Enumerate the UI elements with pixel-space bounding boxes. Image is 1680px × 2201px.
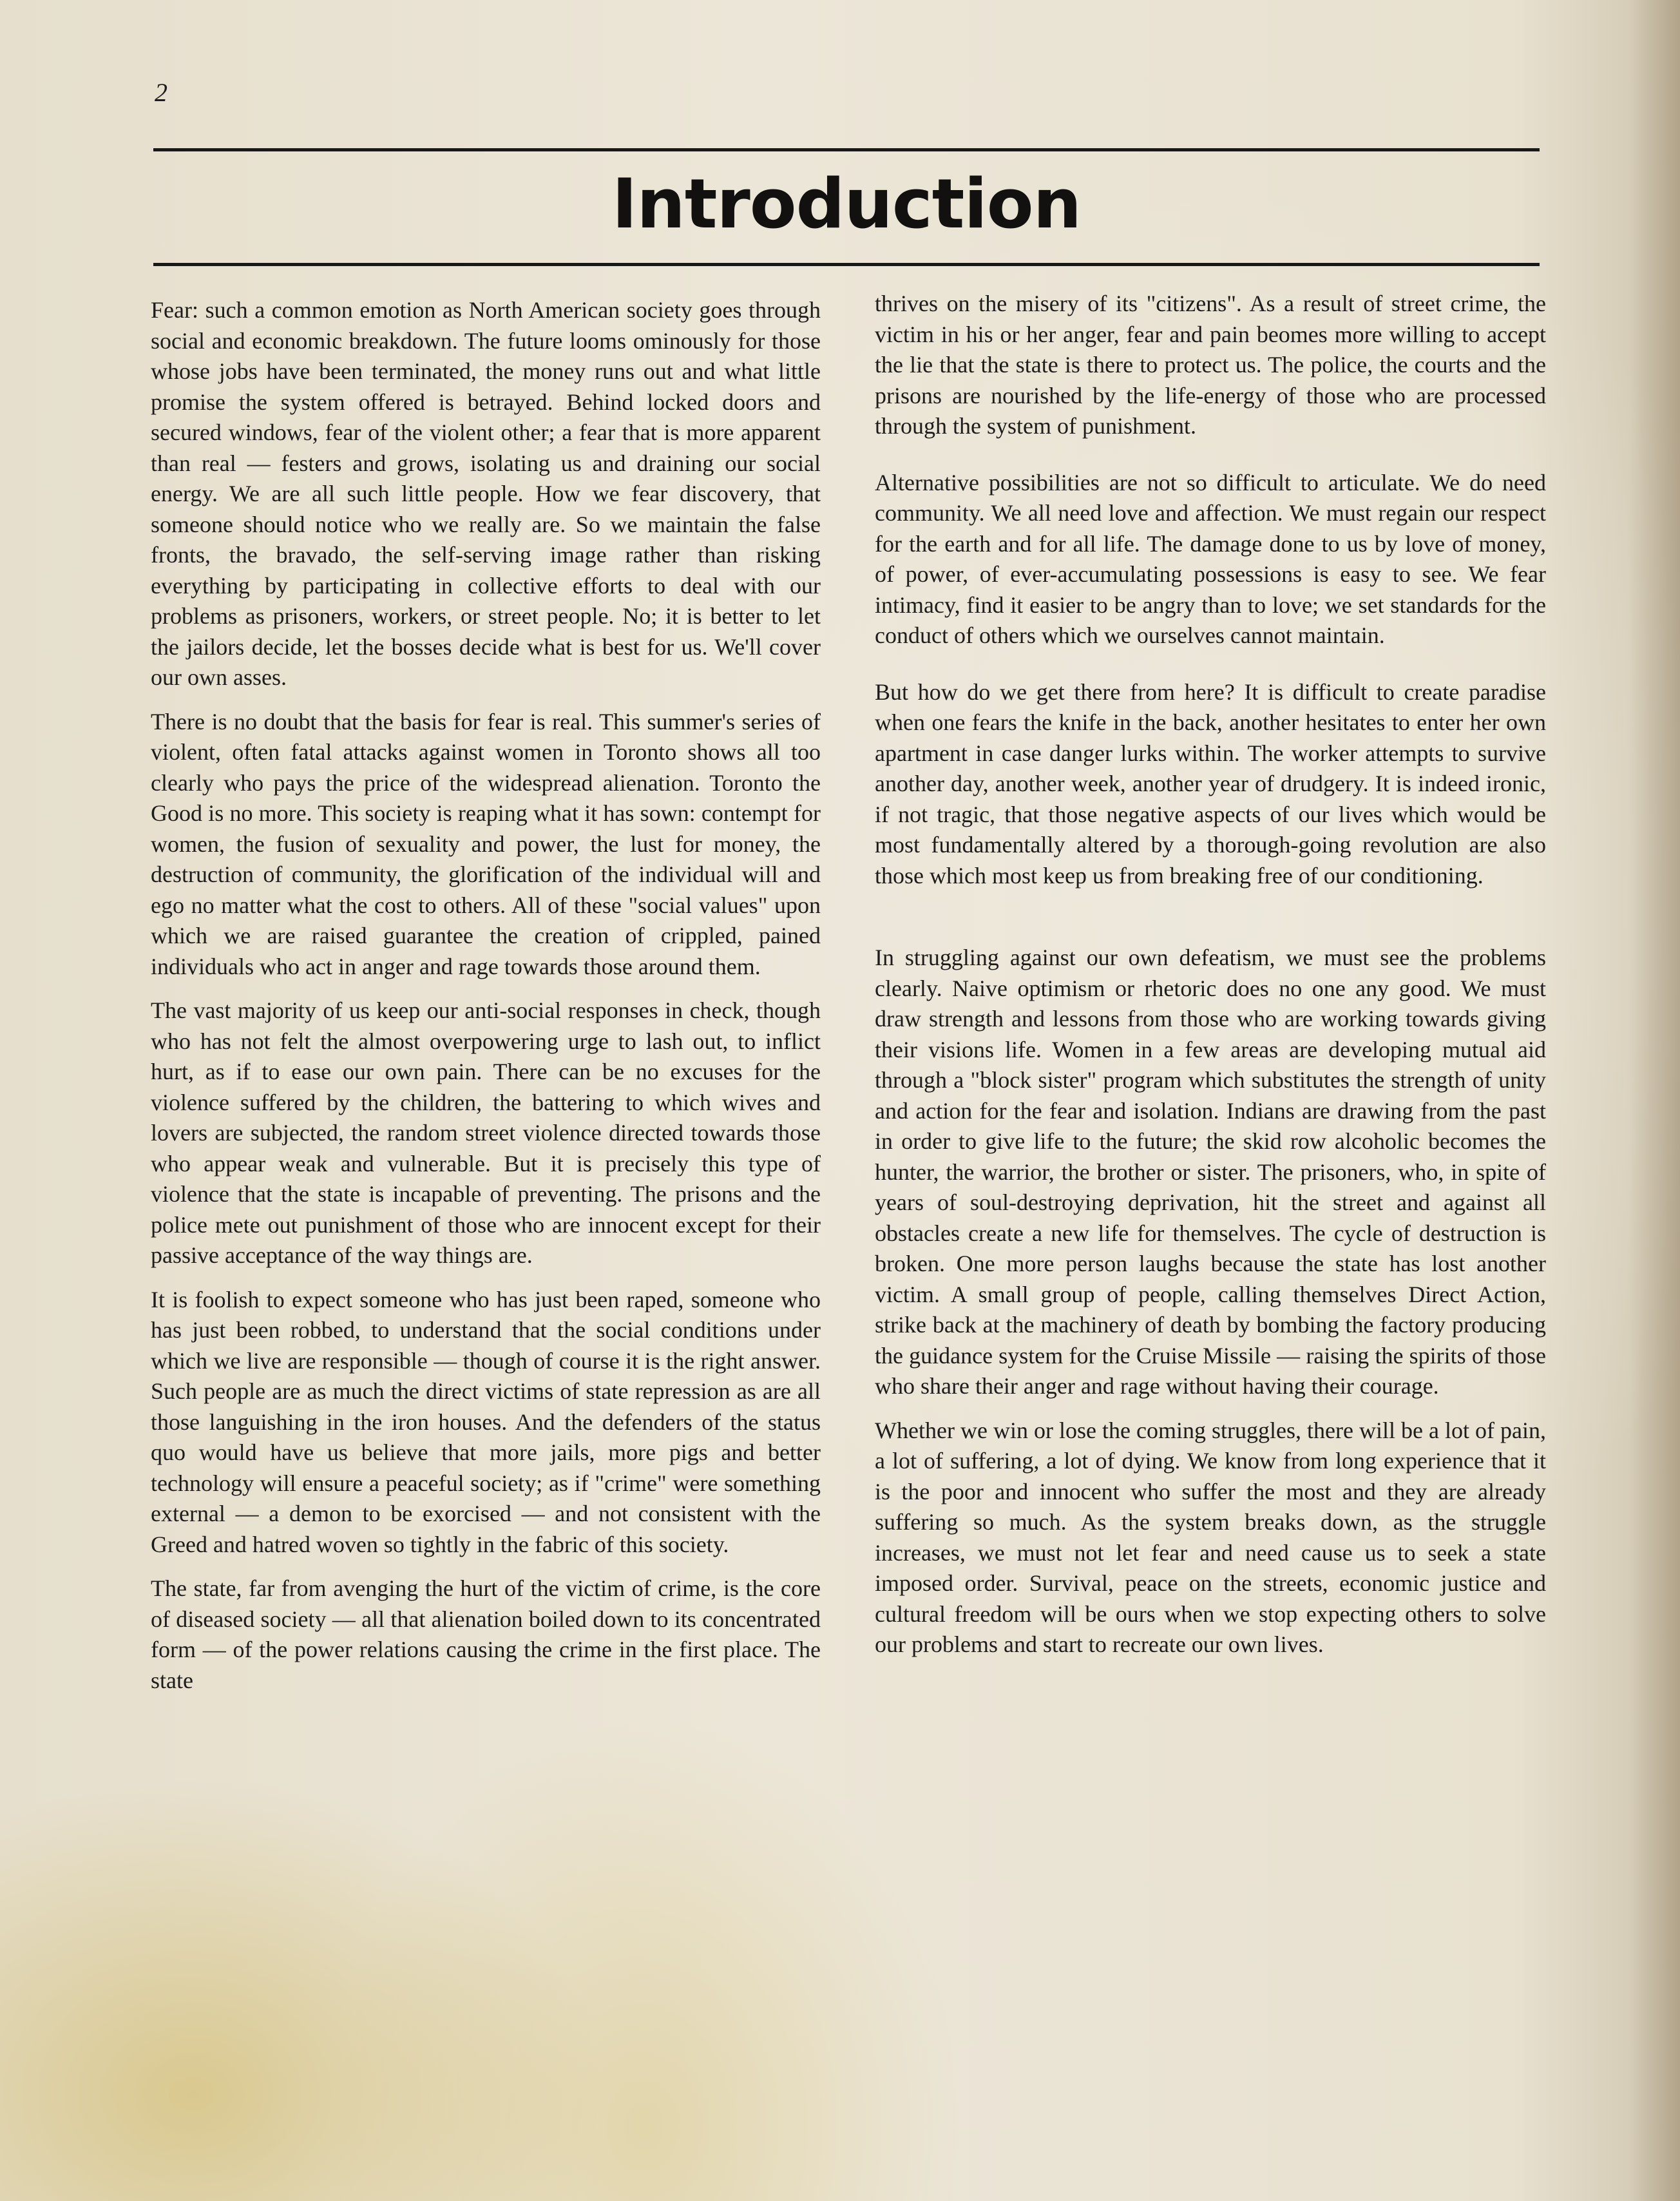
paragraph: The state, far from avenging the hurt of the victim of crime, is the core of diseased society — all that alienation boiled down to its concentrated form — of the power relations causing the crime in the first place. The state bbox=[151, 1575, 821, 1693]
paragraph: Fear: such a common emotion as North American society goes through social and economic breakdown. The future looms ominously for those whose jobs have been terminated, the money runs out and what little promise the system offered is betrayed. Behind locked doors and secured windows, fear of the violent other; a fear that is more apparent than real — festers and grows, isolating us and draining our social energy. We are all such little people. How we fear discovery, that someone should notice who we really are. So we maintain the false fronts, the bravado, the self-serving image rather than risking everything by participating in collective efforts to deal with our problems as prisoners, workers, or street people. No; it is better to let the jailors decide, let the bosses decide what is best for us. We'll cover our own asses. bbox=[151, 297, 821, 690]
left-text-column bbox=[151, 295, 821, 1709]
page-title: Introduction bbox=[611, 164, 1082, 244]
page-edge-shadow bbox=[1628, 0, 1680, 2201]
title-rule-top bbox=[153, 148, 1540, 151]
paragraph: Alternative possibilities are not so difficult to articulate. We do need community. We all need love and affection. We must regain our respect for the earth and for all life. The damage done to us by love of money, of power, of ever-accumulating possessions is easy to see. We fear intimacy, find it easier to be angry than to love; we set standards for the conduct of others which we ourselves cannot maintain. bbox=[875, 469, 1546, 648]
paragraph: In struggling against our own defeatism, we must see the problems clearly. Naive optimism or rhetoric does no one any good. We must draw strength and lessons from those who are working towards giving their visions life. Women in a few areas are developing mutual aid through a "block sister" program which substitutes the strength of unity and action for the fear and isolation. Indians are drawing from the past in order to give life to the future; the skid row alcoholic becomes the hunter, the warrior, the brother or sister. The prisoners, who, in spite of years of soul-destroying deprivation, hit the street and against all obstacles create a new life for themselves. The cycle of destruction is broken. One more person laughs because the state has lost another victim. A small group of people, calling themselves Direct Action, strike back at the machinery of death by bombing the factory producing the guidance system for the Cruise Missile — raising the spirits of those who share their anger and rage without having their courage. bbox=[875, 945, 1546, 1399]
title-rule-bottom bbox=[153, 263, 1540, 266]
right-text-column bbox=[875, 289, 1546, 1674]
paragraph: But how do we get there from here? It is difficult to create paradise when one fears the knife in the back, another hesitates to enter her own apartment in case danger lurks within. The worker attempts to survive another day, another week, another year of drudgery. It is indeed ironic, if not tragic, that those negative aspects of our lives which would be most fundamentally altered by a thorough-going revolution are also those which most keep us from breaking free of our conditioning. bbox=[875, 678, 1546, 889]
paragraph: Whether we win or lose the coming struggles, there will be a lot of pain, a lot of suffering, a lot of dying. We know from long experience that it is the poor and innocent who suffer the most and they are already suffering so much. As the system breaks down, as the struggle increases, we must not let fear and need cause us to seek a state imposed order. Survival, peace on the streets, economic justice and cultural freedom will be ours when we stop expecting others to solve our problems and start to recreate our own lives. bbox=[875, 1417, 1546, 1657]
page-number: 2 bbox=[155, 78, 167, 107]
paragraph: thrives on the misery of its "citizens". As a result of street crime, the victim in his or her anger, fear and pain beomes more willing to accept the lie that the state is there to protect us. The police, the courts and the prisons are nourished by the life-energy of those who are processed through the system of punishment. bbox=[875, 291, 1546, 439]
paragraph: It is foolish to expect someone who has just been raped, someone who has just been robbed, to understand that the social conditions under which we live are responsible — though of course it is the right answer. Such people are as much the direct victims of state repression as are all those languishing in the iron houses. And the defenders of the status quo would have us believe that more jails, more pigs and better technology will ensure a peaceful society; as if "crime" were something external — a demon to be exorcised — and not consistent with the Greed and hatred woven so tightly in the fabric of this society. bbox=[151, 1286, 821, 1557]
paragraph: There is no doubt that the basis for fear is real. This summer's series of violent, often fatal attacks against women in Toronto shows all too clearly who pays the price of the widespread alienation. Toronto the Good is no more. This society is reaping what it has sown: contempt for women, the fusion of sexuality and power, the lust for money, the destruction of community, the glorification of the individual will and ego no matter what the cost to others. All of these "social values" upon which we are raised guarantee the creation of crippled, pained individuals who act in anger and rage towards those around them. bbox=[151, 708, 821, 979]
paragraph: The vast majority of us keep our anti-social responses in check, though who has not felt the almost overpowering urge to lash out, to inflict hurt, as if to ease our own pain. There can be no excuses for the violence suffered by the children, the battering to which wives and lovers are subjected, the random street violence directed towards those who appear weak and vulnerable. But it is precisely this type of violence that the state is incapable of preventing. The prisons and the police mete out punishment of those who are innocent except for their passive acceptance of the way things are. bbox=[151, 997, 821, 1268]
